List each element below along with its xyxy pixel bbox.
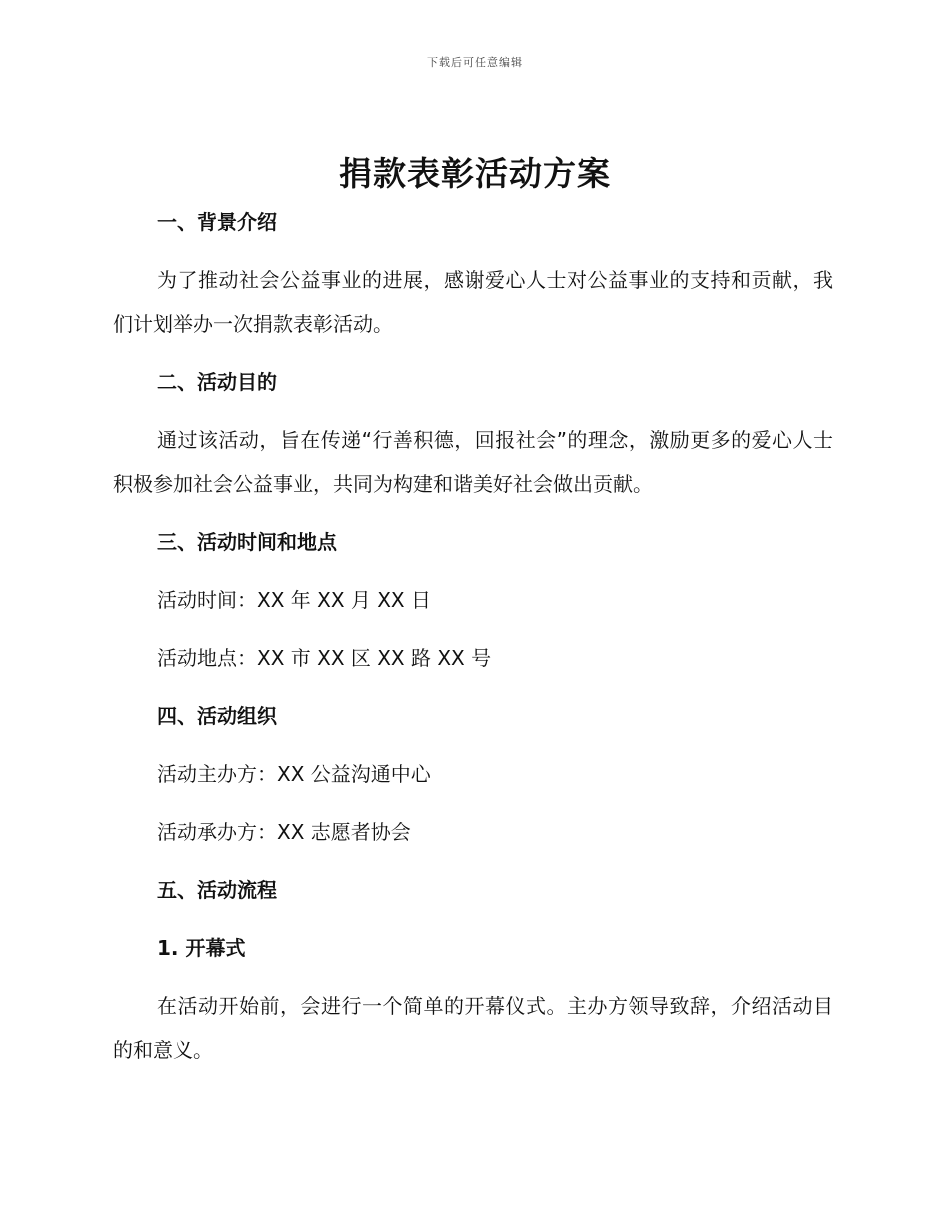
- activity-place: 活动地点：XX 市 XX 区 XX 路 XX 号: [157, 646, 492, 670]
- document-title: 捐款表彰活动方案: [339, 154, 611, 193]
- section-heading-organization: 四、活动组织: [157, 704, 277, 728]
- section-heading-background: 一、背景介绍: [157, 210, 277, 234]
- step-heading-opening: 1. 开幕式: [157, 936, 246, 960]
- activity-organizer: 活动承办方：XX 志愿者协会: [157, 820, 411, 844]
- section-heading-purpose: 二、活动目的: [157, 370, 277, 394]
- section-text-background: 为了推动社会公益事业的进展，感谢爱心人士对公益事业的支持和贡献，我们计划举办一次捐款表彰活动。: [113, 268, 833, 336]
- section-text-purpose: 通过该活动，旨在传递“行善积德，回报社会”的理念，激励更多的爱心人士积极参加社会公益事业，共同为构建和谐美好社会做出贡献。: [113, 428, 833, 496]
- activity-host: 活动主办方：XX 公益沟通中心: [157, 762, 431, 786]
- document-body: [113, 200, 833, 1072]
- step-text-opening: 在活动开始前，会进行一个简单的开幕仪式。主办方领导致辞，介绍活动目的和意义。: [113, 994, 833, 1062]
- header-note: 下载后可任意编辑: [427, 56, 523, 69]
- section-heading-process: 五、活动流程: [157, 878, 277, 902]
- section-heading-time-place: 三、活动时间和地点: [157, 530, 337, 554]
- activity-time: 活动时间：XX 年 XX 月 XX 日: [157, 588, 431, 612]
